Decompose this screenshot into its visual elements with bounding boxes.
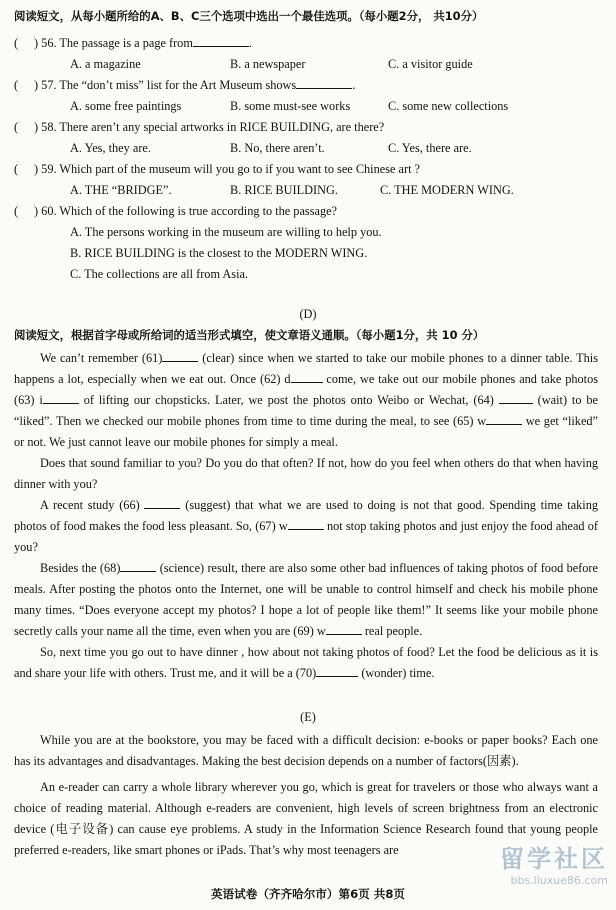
blank-66[interactable] bbox=[144, 496, 180, 509]
option-60-a[interactable]: A. The persons working in the museum are willing to help you. bbox=[70, 225, 382, 239]
page-footer: 英语试卷（齐齐哈尔市）第6页 共8页 bbox=[210, 887, 406, 901]
option-58-c[interactable]: C. Yes, there are. bbox=[388, 141, 472, 155]
option-57-b[interactable]: B. some must-see works bbox=[230, 99, 351, 113]
passage-paragraph: A recent study (66) (suggest) that what we are used to doing is not that good. Spending time taking photos of food makes the food less pleasant. So, (67) w not stop taking photos and just enjoy the food ahead of you? bbox=[14, 498, 599, 554]
passage-paragraph: So, next time you go out to have dinner , how about not taking photos of food? Let the food be delicious as it is and share your life with others. Trust me, and it will be a (70) (wonder) time. bbox=[14, 645, 598, 680]
section-d-instruction: 阅读短文，根据首字母或所给词的适当形式填空，使文章语义通顺。（每小题1分，共 10 分） bbox=[14, 328, 485, 342]
option-60-c[interactable]: C. The collections are all from Asia. bbox=[70, 267, 249, 281]
passage-paragraph: Does that sound familiar to you? Do you do that often? If not, how do you feel when others do that when having dinner with you? bbox=[14, 456, 598, 491]
answer-blank[interactable] bbox=[193, 34, 249, 47]
option-56-c[interactable]: C. a visitor guide bbox=[388, 57, 473, 71]
blank-63[interactable] bbox=[43, 391, 79, 404]
question-57 bbox=[14, 75, 355, 96]
option-58-b[interactable]: B. No, there aren’t. bbox=[230, 141, 325, 155]
option-58-a[interactable]: A. Yes, they are. bbox=[70, 141, 151, 155]
option-59-a[interactable]: A. THE “BRIDGE”. bbox=[70, 183, 172, 197]
section-e-heading: (E) bbox=[300, 710, 316, 724]
question-stem: ) 57. The “don’t miss” list for the Art Museum shows bbox=[34, 78, 297, 92]
answer-paren[interactable]: ( bbox=[14, 204, 19, 218]
passage-paragraph: An e-reader can carry a whole library wherever you go, which is great for travelers or those who always want a choice of reading material. Although e-readers are convenient, high levels of screen brightness from an electronic device (电子设备) can cause eye problems. A study in the Information Science Research found that young people preferred e-readers, like smart phones or iPads. That’s why most teenagers are bbox=[14, 780, 598, 857]
question-stem: ) 56. The passage is a page from bbox=[34, 36, 193, 50]
option-57-a[interactable]: A. some free paintings bbox=[70, 99, 182, 113]
watermark-url: bbs.liuxue86.com bbox=[510, 874, 608, 887]
option-57-c[interactable]: C. some new collections bbox=[388, 99, 509, 113]
watermark-logo-text: 留学社区 bbox=[500, 845, 608, 873]
option-56-a[interactable]: A. a magazine bbox=[70, 57, 141, 71]
question-56 bbox=[14, 33, 252, 54]
question-stem: ) 60. Which of the following is true according to the passage? bbox=[34, 204, 338, 218]
question-58 bbox=[14, 117, 384, 138]
section-d-heading: (D) bbox=[299, 307, 317, 321]
answer-paren[interactable]: ( bbox=[14, 36, 19, 50]
blank-65[interactable] bbox=[486, 412, 522, 425]
question-tail: . bbox=[248, 36, 252, 50]
question-stem: ) 58. There aren’t any special artworks in RICE BUILDING, are there? bbox=[34, 120, 385, 134]
answer-paren[interactable]: ( bbox=[14, 78, 19, 92]
question-60 bbox=[14, 201, 337, 222]
passage-paragraph: Besides the (68) (science) result, there are also some other bad influences of taking photos of food before meals. After posting the photos onto the Internet, one will be unable to control himself and check his mobile phone many times. “Does everyone accept my photos? I hope a lot of people like them!” It seems like your mobile phone secretly calls your name all the time, even when you are (69) w real people. bbox=[14, 561, 598, 638]
option-59-b[interactable]: B. RICE BUILDING. bbox=[230, 183, 338, 197]
option-60-b[interactable]: B. RICE BUILDING is the closest to the MODERN WING. bbox=[70, 246, 368, 260]
blank-67[interactable] bbox=[288, 517, 324, 530]
passage-paragraph: While you are at the bookstore, you may be faced with a difficult decision: e-books or paper books? Each one has its advantages and disadvantages. Making the best decision depends on a number of factors(因素). bbox=[14, 733, 598, 768]
answer-paren[interactable]: ( bbox=[14, 162, 19, 176]
section-d-passage bbox=[14, 348, 598, 684]
passage-paragraph: We can’t remember (61) (clear) since when we started to take our mobile phones to a dinner table. This happens a lot, especially when we eat out. Once (62) d come, we take out our mobile phones and take photos (63) i of lifting our chopsticks. Later, we post the photos onto Weibo or Wechat, (64) (wait) to be “liked”. Then we checked our mobile phones from time to time during the meal, to see (65) w we get “liked” or not. We just cannot leave our mobile phones for simply a meal. bbox=[14, 351, 599, 449]
question-tail: . bbox=[352, 78, 356, 92]
blank-61[interactable] bbox=[162, 349, 198, 362]
question-59 bbox=[14, 159, 420, 180]
question-stem: ) 59. Which part of the museum will you go to if you want to see Chinese art ? bbox=[34, 162, 421, 176]
blank-62[interactable] bbox=[291, 370, 323, 383]
blank-68[interactable] bbox=[120, 559, 156, 572]
blank-64[interactable] bbox=[499, 391, 533, 404]
answer-blank[interactable] bbox=[296, 76, 352, 89]
section-c-instruction: 阅读短文，从每小题所给的A、B、C三个选项中选出一个最佳选项。（每小题2分， 共10分） bbox=[14, 9, 484, 23]
answer-paren[interactable]: ( bbox=[14, 120, 19, 134]
option-56-b[interactable]: B. a newspaper bbox=[230, 57, 306, 71]
blank-69[interactable] bbox=[326, 622, 362, 635]
option-59-c[interactable]: C. THE MODERN WING. bbox=[380, 183, 514, 197]
blank-70[interactable] bbox=[316, 664, 358, 677]
